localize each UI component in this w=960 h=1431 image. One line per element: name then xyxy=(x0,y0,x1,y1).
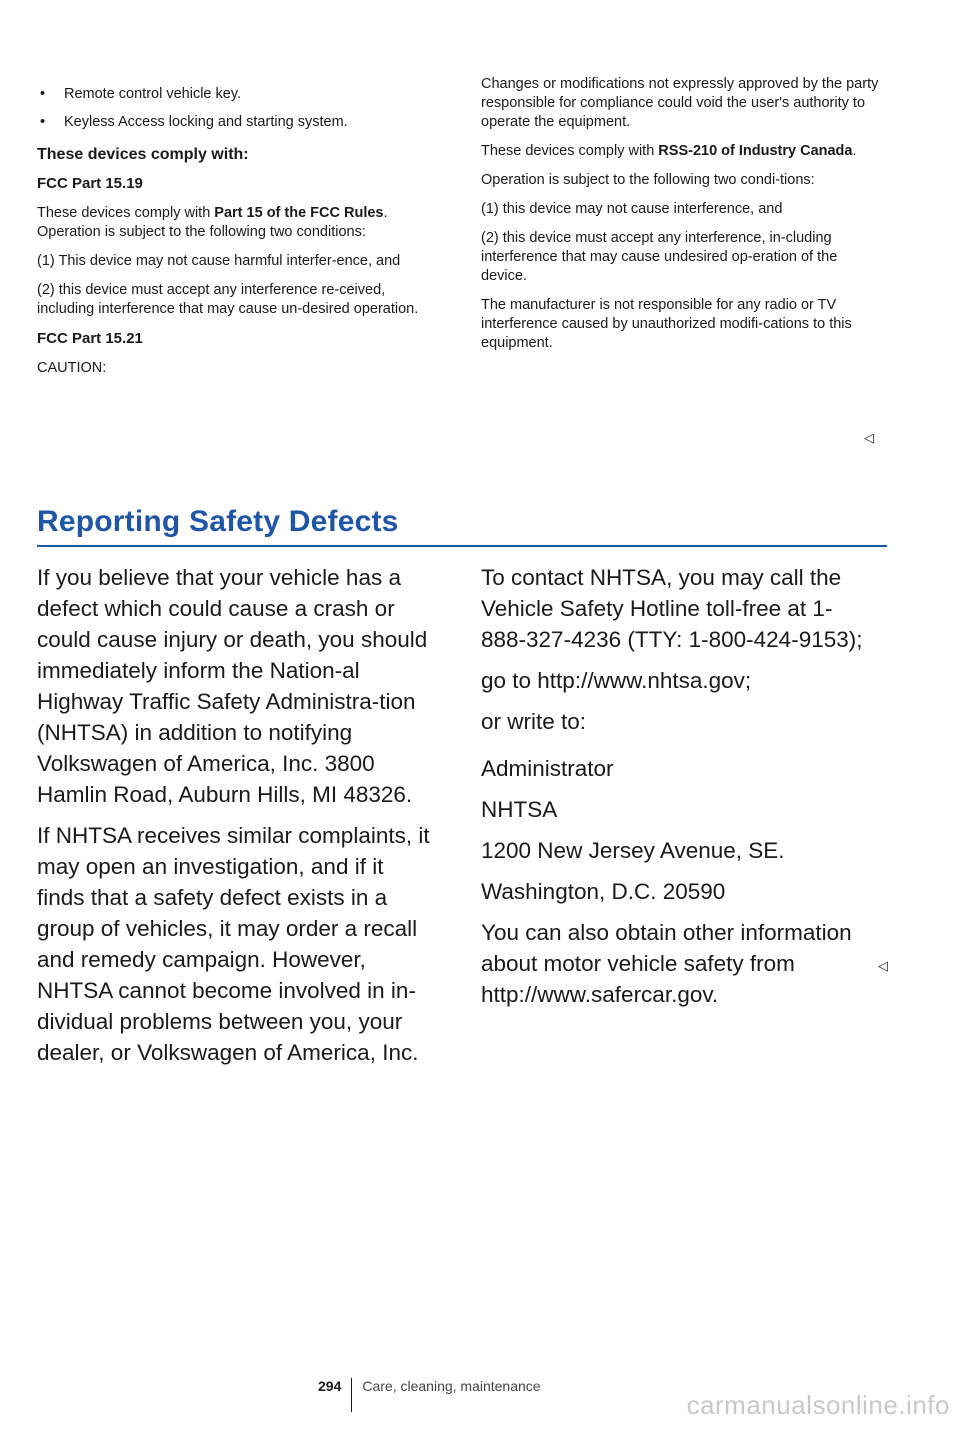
watermark: carmanualsonline.info xyxy=(686,1390,950,1420)
footer-divider xyxy=(351,1378,352,1412)
condition-1: (1) this device may not cause interference, and xyxy=(481,201,783,217)
contact-paragraph: To contact NHTSA, you may call the Vehicle Safety Hotline toll-free at 1-888-327-4236 (TTY: 1-800-424-9153); xyxy=(481,565,863,652)
address-line: Administrator xyxy=(481,756,614,781)
caution-label: CAUTION: xyxy=(37,360,107,376)
section-title: Reporting Safety Defects xyxy=(37,505,399,538)
fcc-part-heading: FCC Part 15.19 xyxy=(37,175,143,192)
rss-paragraph: These devices comply with RSS-210 of Industry Canada. xyxy=(481,143,857,159)
section-heading xyxy=(37,505,887,547)
chapter-title: Care, cleaning, maintenance xyxy=(362,1378,541,1394)
address-line: NHTSA xyxy=(481,797,558,822)
end-of-section-icon: ◁ xyxy=(864,430,874,445)
list-item: • Remote control vehicle key. xyxy=(40,86,242,102)
end-of-section-icon: ◁ xyxy=(878,958,888,973)
page-footer xyxy=(318,1378,541,1412)
right-main-column xyxy=(481,562,871,1020)
left-top-column xyxy=(37,85,437,388)
mailing-address xyxy=(481,753,871,907)
condition-1: (1) This device may not cause harmful interfer-ence, and xyxy=(37,253,401,269)
operation-paragraph: Operation is subject to the following two condi-tions: xyxy=(481,172,815,188)
website-line: go to http://www.nhtsa.gov; xyxy=(481,668,752,693)
right-top-column xyxy=(481,75,881,363)
bullet-icon: • xyxy=(40,114,46,130)
page-number: 294 xyxy=(318,1378,342,1394)
fcc-part-heading: FCC Part 15.21 xyxy=(37,330,143,347)
bullet-icon: • xyxy=(40,86,46,102)
address-line: 1200 New Jersey Avenue, SE. xyxy=(481,838,785,863)
address-line: Washington, D.C. 20590 xyxy=(481,879,726,904)
write-line: or write to: xyxy=(481,709,587,734)
condition-2: (2) this device must accept any interference, in-cluding interference that may cause undesired op-eration of the device. xyxy=(481,230,838,284)
manufacturer-paragraph: The manufacturer is not responsible for any radio or TV interference caused by unauthorized modifi-cations to this equipment. xyxy=(481,297,852,351)
changes-paragraph: Changes or modifications not expressly approved by the party responsible for compliance could void the user's authority to operate the equipment. xyxy=(481,76,879,130)
fcc-paragraph: These devices comply with Part 15 of the FCC Rules. Operation is subject to the following two conditions: xyxy=(37,205,388,240)
comply-heading: These devices comply with: xyxy=(37,146,249,163)
report-paragraph: If you believe that your vehicle has a defect which could cause a crash or could cause injury or death, you should immediately inform the Nation-al Highway Traffic Safety Administra-tion (NHTSA) in addition to notifying Volkswagen of America, Inc. 3800 Hamlin Road, Auburn Hills, MI 48326. xyxy=(37,565,428,807)
list-item: • Keyless Access locking and starting system. xyxy=(40,114,348,130)
safercar-paragraph: You can also obtain other information about motor vehicle safety from http://www.safercar.gov. xyxy=(481,920,852,1007)
condition-2: (2) this device must accept any interference re-ceived, including interference that may cause un-desired operation. xyxy=(37,282,419,317)
left-main-column xyxy=(37,562,437,1078)
investigation-paragraph: If NHTSA receives similar complaints, it may open an investigation, and if it finds that a safety defect exists in a group of vehicles, it may order a recall and remedy campaign. However, NHTSA cannot become involved in in-dividual problems between you, your dealer, or Volkswagen of America, Inc. xyxy=(37,823,430,1065)
